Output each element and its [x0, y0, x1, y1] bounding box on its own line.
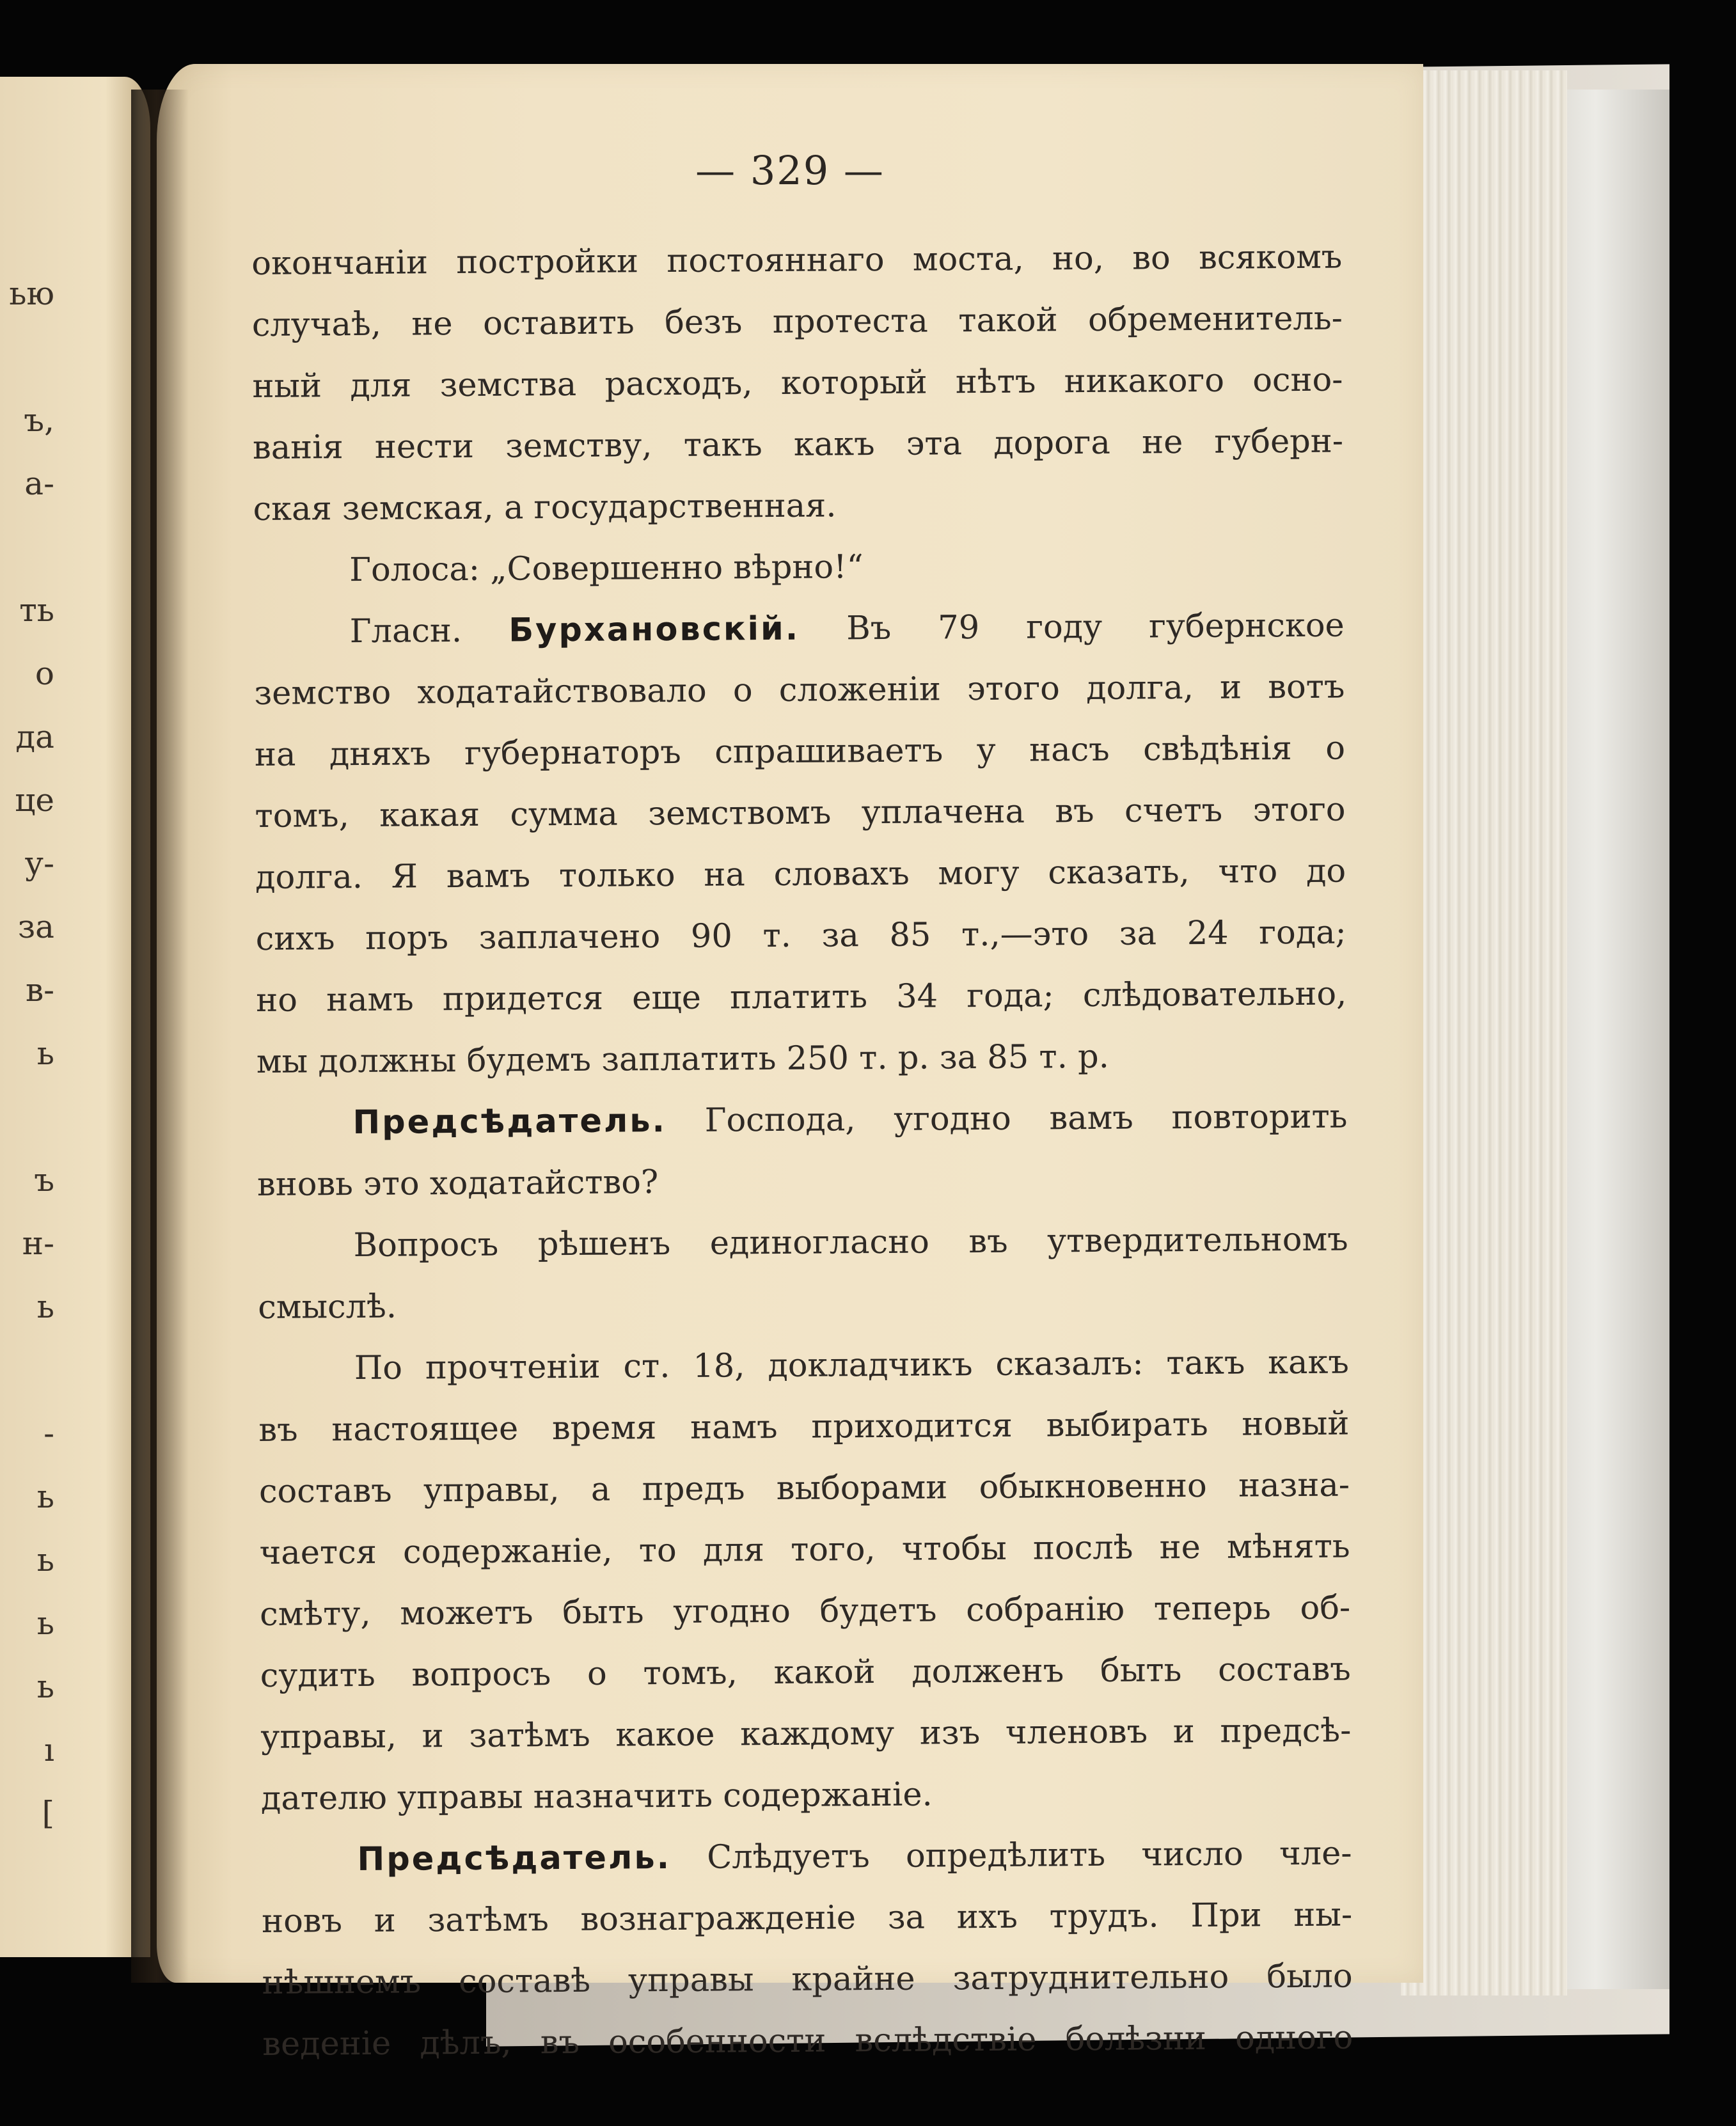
text-line: случаѣ, не оставить безъ протеста такой обременитель- — [251, 299, 1343, 344]
left-page-fragment: ь — [36, 1541, 54, 1579]
text-line: мы должны будемъ заплатить 250 т. р. за 85 т. р. — [256, 1037, 1110, 1081]
left-page-fragment: а- — [24, 465, 54, 502]
speech-text: Слѣдуетъ опредѣлить число чле- — [670, 1834, 1352, 1877]
left-page — [0, 77, 150, 1957]
speaker-name: Предсѣдатель. — [357, 1839, 672, 1879]
speaker-name: Бурхановскій. — [509, 610, 800, 650]
left-page-fragment: ью — [9, 275, 54, 312]
speaker-name: Предсѣдатель. — [352, 1102, 667, 1142]
left-page-fragment — [0, 326, 150, 389]
page-number: — 329 — — [695, 147, 885, 194]
gutter-shadow — [131, 90, 189, 1983]
text-line: дателю управы назначить содержаніе. — [260, 1776, 933, 1818]
left-page-fragment: [ — [42, 1795, 54, 1832]
text-line: веденіе дѣлъ, въ особенности вслѣдствіе болѣзни одного — [262, 2019, 1353, 2063]
text-line: на дняхъ губернаторъ спрашиваетъ у насъ свѣдѣнія о — [254, 729, 1346, 774]
left-page-fragment: ь — [36, 1288, 54, 1325]
left-page-fragment: ъ — [34, 1161, 54, 1199]
left-page-fragment: ть — [19, 592, 54, 629]
text-line: нѣшнемъ составѣ управы крайне затруднительно было — [262, 1957, 1353, 2002]
left-page-fragment: ь — [36, 1605, 54, 1642]
speech-text: Въ 79 году губернское — [799, 606, 1345, 648]
left-page-fragment: за — [17, 908, 54, 945]
text-line: судить вопросъ о томъ, какой долженъ быть составъ — [260, 1650, 1351, 1695]
text-line: Вопросъ рѣшенъ единогласно въ утвердительномъ — [353, 1220, 1348, 1265]
left-page-fragment: ı — [44, 1731, 54, 1768]
left-page-fragment: це — [15, 782, 54, 819]
left-page-fragment: в- — [25, 972, 54, 1009]
left-page-fragment: н- — [22, 1225, 54, 1262]
text-line: составъ управы, а предъ выборами обыкновенно назна- — [258, 1466, 1350, 1511]
speech-text: Господа, угодно вамъ повторить — [666, 1098, 1348, 1140]
left-page-fragment — [0, 516, 150, 579]
text-line: сихъ поръ заплачено 90 т. за 85 т.,—это за 24 года; — [255, 913, 1346, 958]
page-body-text — [251, 227, 1353, 2075]
text-line — [254, 595, 1345, 663]
text-line: Голоса: „Совершенно вѣрно!“ — [349, 548, 864, 590]
speaker-title: Гласн. — [349, 611, 509, 651]
left-page-fragment — [0, 1845, 150, 1909]
page-edges — [1401, 70, 1567, 1996]
text-line: въ настоящее время намъ приходится выбирать новый — [258, 1405, 1350, 1449]
text-line: чается содержаніе, то для того, чтобы послѣ не мѣнять — [259, 1527, 1350, 1572]
left-page-fragment: - — [43, 1415, 54, 1452]
text-line: но намъ придется еще платить 34 года; слѣдовательно, — [256, 975, 1347, 1020]
left-page-fragment: ь — [36, 1478, 54, 1515]
text-line: смыслѣ. — [258, 1287, 397, 1327]
text-line: ный для земства расходъ, который нѣтъ никакого осно- — [252, 361, 1343, 406]
right-page — [157, 64, 1423, 2063]
left-page-fragment: да — [15, 718, 54, 755]
text-line: земство ходатайствовало о сложеніи этого долга, и вотъ — [254, 668, 1345, 713]
left-page-fragment: ь — [36, 1035, 54, 1072]
text-line — [256, 1087, 1348, 1154]
text-line: томъ, какая сумма земствомъ уплачена въ счетъ этого — [255, 791, 1346, 835]
text-line: вновь это ходатайство? — [256, 1163, 659, 1204]
text-line: По прочтеніи ст. 18, докладчикъ сказалъ: такъ какъ — [354, 1343, 1349, 1388]
text-line: новъ и затѣмъ вознагражденіе за ихъ трудъ. При ны- — [261, 1896, 1353, 1941]
text-line: ванія нести земству, такъ какъ эта дорога не губерн- — [252, 422, 1344, 467]
text-line: смѣту, можетъ быть угодно будетъ собранію теперь об- — [260, 1589, 1351, 1634]
left-page-fragment: ъ, — [24, 402, 54, 439]
left-page-text-fragments — [0, 262, 150, 1909]
left-page-fragment: у- — [24, 845, 54, 882]
text-line: долга. Я вамъ только на словахъ могу сказать, что до — [255, 852, 1346, 897]
text-line: окончаніи постройки постояннаго моста, но, во всякомъ — [251, 238, 1343, 283]
text-line: управы, и затѣмъ какое каждому изъ членовъ и предсѣ- — [260, 1712, 1352, 1756]
left-page-fragment: о — [35, 655, 54, 692]
left-page-fragment — [0, 1085, 150, 1149]
text-line — [261, 1823, 1352, 1891]
left-page-fragment: ь — [36, 1668, 54, 1705]
left-page-fragment — [0, 1339, 150, 1402]
text-line: ская земская, а государственная. — [253, 487, 837, 528]
